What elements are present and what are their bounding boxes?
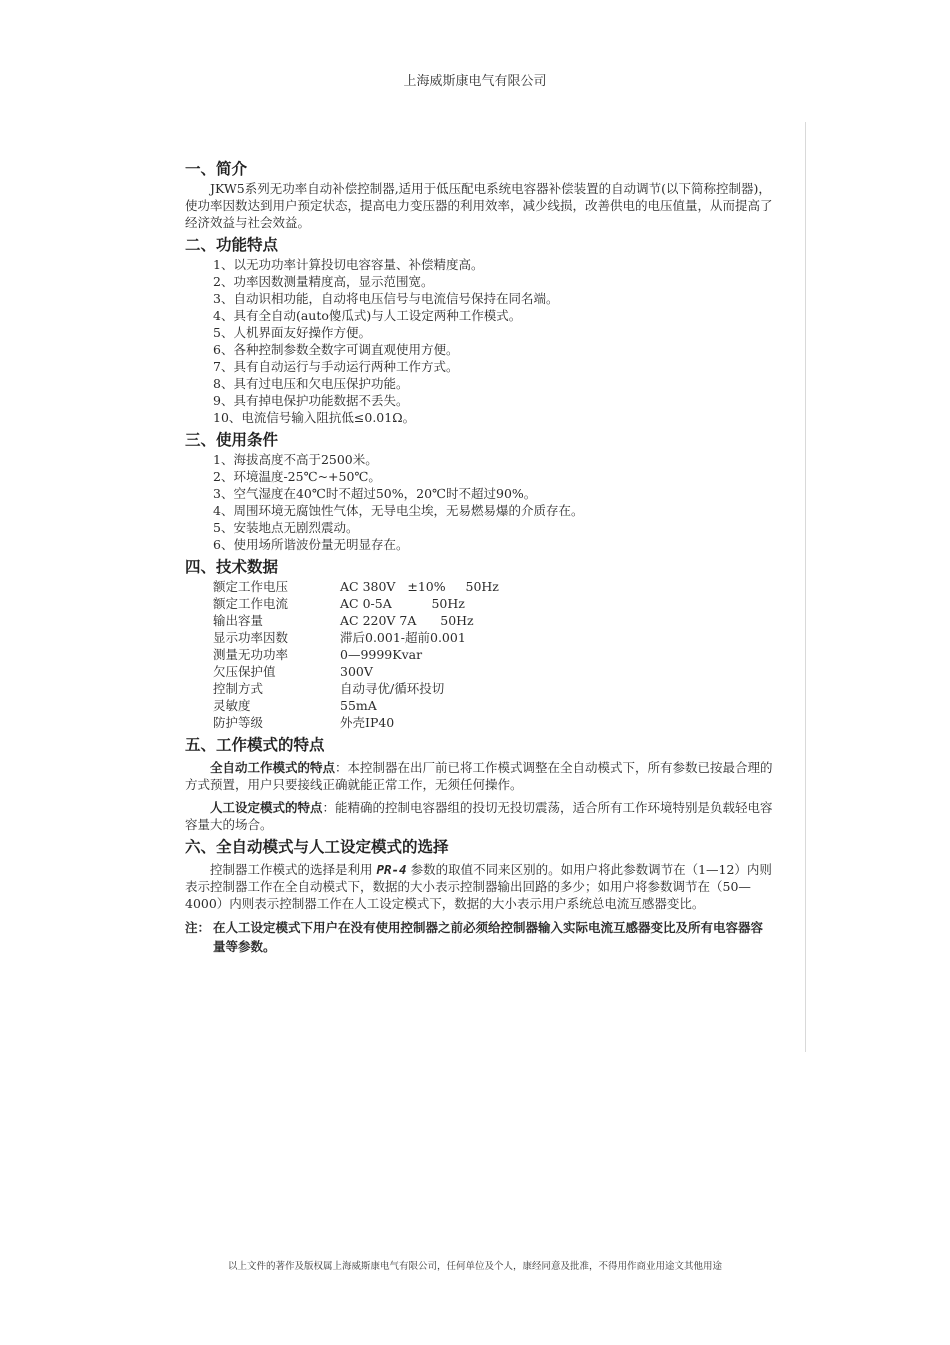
page-header: 上海威斯康电气有限公司 xyxy=(403,74,547,89)
spec-key: 灵敏度 xyxy=(213,698,251,713)
section-title-conditions: 三、使用条件 xyxy=(185,431,279,449)
spec-value: AC 220V 7A 50Hz xyxy=(340,613,474,628)
auto-mode-text: ：本控制器在出厂前已将工作模式调整在全自动模式下，所有参数已按最合理的方式预置，用户只要接线正确就能正常工作，无须任何操作。 xyxy=(185,760,773,792)
spec-key: 防护等级 xyxy=(213,715,264,730)
spec-value: 300V xyxy=(340,664,373,679)
list-item: 5、安装地点无剧烈震动。 xyxy=(213,520,359,535)
note-paragraph xyxy=(185,918,775,956)
auto-mode-paragraph xyxy=(185,759,775,793)
list-item: 10、电流信号输入阻抗低≤0.01Ω。 xyxy=(213,410,416,425)
manual-mode-paragraph xyxy=(185,799,775,833)
table-row xyxy=(213,595,499,612)
spec-value: 55mA xyxy=(340,698,377,713)
spec-key: 额定工作电流 xyxy=(213,596,289,611)
list-item: 1、以无功功率计算投切电容容量、补偿精度高。 xyxy=(213,257,484,272)
table-row xyxy=(213,629,499,646)
list-item: 6、使用场所谐波份量无明显存在。 xyxy=(213,537,409,552)
table-row xyxy=(213,680,499,697)
table-row xyxy=(213,714,499,731)
manual-mode-text: ：能精确的控制电容器组的投切无投切震荡，适合所有工作环境特别是负载轻电容容量大的场合。 xyxy=(185,800,773,832)
list-item: 3、空气湿度在40℃时不超过50%，20℃时不超过90%。 xyxy=(213,486,537,501)
spec-key: 显示功率因数 xyxy=(213,630,289,645)
table-row xyxy=(213,646,499,663)
spec-value: 滞后0.001-超前0.001 xyxy=(340,630,466,645)
section-title-selection: 六、全自动模式与人工设定模式的选择 xyxy=(185,838,449,856)
intro-text: JKW5系列无功率自动补偿控制器,适用于低压配电系统电容器补偿装置的自动调节(以下简称控制器)， 使功率因数达到用户预定状态，提高电力变压器的利用效率，减少线损，改善供电的电压值量，从而提高了经济效益与社会效益。 xyxy=(185,181,773,230)
auto-mode-label: 全自动工作模式的特点 xyxy=(210,760,336,775)
note-label: 注： xyxy=(185,920,211,935)
list-item: 6、各种控制参数全数字可调直观使用方便。 xyxy=(213,342,459,357)
spec-key: 欠压保护值 xyxy=(213,664,276,679)
note-text: 在人工设定模式下用户在没有使用控制器之前必须给控制器输入实际电流互感器变比及所有电容器容量等参数。 xyxy=(213,920,764,954)
param-code: PR-4 xyxy=(376,862,407,877)
table-row xyxy=(213,578,499,595)
spec-table xyxy=(213,578,499,731)
list-item: 4、周围环境无腐蚀性气体，无导电尘埃，无易燃易爆的介质存在。 xyxy=(213,503,584,518)
manual-mode-label: 人工设定模式的特点 xyxy=(210,800,323,815)
page-footer: 以上文件的著作及版权属上海威斯康电气有限公司，任何单位及个人，康经同意及批准，不得用作商业用途文其他用途 xyxy=(227,1261,722,1272)
spec-value: 0—9999Kvar xyxy=(340,647,423,662)
spec-value: 自动寻优/循环投切 xyxy=(340,681,445,696)
spec-value: AC 380V ±10% 50Hz xyxy=(340,579,499,594)
list-item: 5、人机界面友好操作方便。 xyxy=(213,325,371,340)
table-row xyxy=(213,612,499,629)
list-item: 8、具有过电压和欠电压保护功能。 xyxy=(213,376,409,391)
spec-key: 控制方式 xyxy=(213,681,264,696)
spec-key: 额定工作电压 xyxy=(213,579,289,594)
selection-text-b: 参数的取值不同来区别的。如用户将此参数调节在（1—12）内则表示控制器工作在全自动模式下，数据的大小表示控制器输出回路的多少；如用户将参数调节在（50—4000）内则表示控制器工作在人工设定模式下，数据的大小表示用户系统总电流互感器变比。 xyxy=(185,862,772,911)
selection-text-a: 控制器工作模式的选择是利用 xyxy=(210,862,377,877)
spec-key: 输出容量 xyxy=(213,613,264,628)
list-item: 2、功率因数测量精度高，显示范围宽。 xyxy=(213,274,434,289)
section-title-specs: 四、技术数据 xyxy=(185,558,279,576)
list-item: 9、具有掉电保护功能数据不丢失。 xyxy=(213,393,409,408)
table-row xyxy=(213,697,499,714)
spec-value: 外壳IP40 xyxy=(340,715,395,730)
features-list xyxy=(185,256,775,426)
section-title-features: 二、功能特点 xyxy=(185,236,279,254)
table-row xyxy=(213,663,499,680)
section-title-modes: 五、工作模式的特点 xyxy=(185,736,325,754)
list-item: 4、具有全自动(auto傻瓜式)与人工设定两种工作模式。 xyxy=(213,308,522,323)
spec-value: AC 0-5A 50Hz xyxy=(340,596,465,611)
right-margin-rule xyxy=(805,122,806,1052)
list-item: 1、海拔高度不高于2500米。 xyxy=(213,452,378,467)
list-item: 7、具有自动运行与手动运行两种工作方式。 xyxy=(213,359,459,374)
list-item: 2、环境温度-25℃~+50℃。 xyxy=(213,469,381,484)
spec-key: 测量无功功率 xyxy=(213,647,289,662)
list-item: 3、自动识相功能，自动将电压信号与电流信号保持在同名端。 xyxy=(213,291,559,306)
conditions-list xyxy=(185,451,775,553)
selection-paragraph xyxy=(185,861,775,912)
section-title-intro: 一、简介 xyxy=(185,160,248,178)
document-body xyxy=(185,158,775,956)
